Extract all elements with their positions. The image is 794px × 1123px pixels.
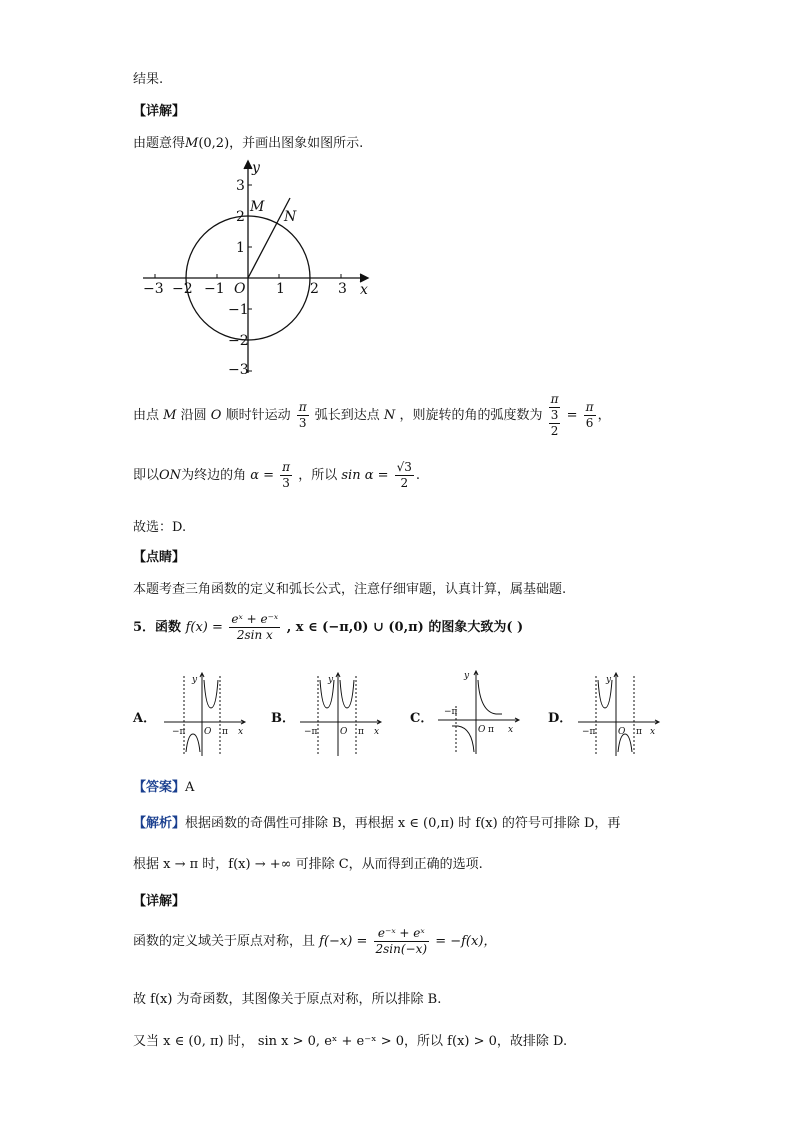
frac-f: $\frac{\text{eˣ + e⁻ˣ}}{\text{2sin x}}$ xyxy=(231,612,279,642)
analysis-line-1: 【解析】根据函数的奇偶性可排除 B，再根据 x ∈ (0,π) 时 f(x) 的符号可排除 D，再 xyxy=(133,816,621,831)
x-axis-label: x xyxy=(360,282,368,298)
svg-text:O: O xyxy=(478,725,486,735)
y-tick-neg3: −3 xyxy=(228,362,249,378)
svg-text:O: O xyxy=(340,727,348,737)
text-summary: 本题考查三角函数的定义和弧长公式，注意仔细审题，认真计算，属基础题. xyxy=(133,582,567,597)
x-tick-3: 3 xyxy=(338,281,347,297)
frac-pi-3: $\frac{\pi}{3}$ xyxy=(298,400,307,430)
svg-text:y: y xyxy=(328,675,334,685)
x-tick-neg2: −2 xyxy=(172,281,193,297)
svg-text:−π: −π xyxy=(304,727,318,737)
heading-detail-2: 【详解】 xyxy=(133,894,186,909)
svg-text:y: y xyxy=(464,671,470,681)
text-m-point: 由题意得M(0,2)，并画出图象如图所示. xyxy=(133,136,364,151)
y-tick-1: 1 xyxy=(236,240,245,256)
y-tick-3: 3 xyxy=(236,178,245,194)
option-a-label[interactable]: A． xyxy=(133,711,157,726)
text-result: 结果. xyxy=(133,72,164,87)
frac-sin: $\frac{√3}{2}$ xyxy=(396,460,412,490)
detail-line-3: 又当 x ∈ (0, π) 时， sin x > 0, eˣ + e⁻ˣ > 0，所以 f(x) > 0，故排除 D. xyxy=(133,1034,568,1049)
detail-line-2: 故 f(x) 为奇函数，其图像关于原点对称，所以排除 B. xyxy=(133,992,442,1007)
frac-alpha: $\frac{\pi}{3}$ xyxy=(282,460,291,490)
svg-text:−π: −π xyxy=(172,727,186,737)
svg-text:y: y xyxy=(606,675,612,685)
heading-detail: 【详解】 xyxy=(133,104,186,119)
circle-figure xyxy=(138,158,378,380)
option-b-graph[interactable] xyxy=(298,672,386,758)
svg-text:O: O xyxy=(204,727,212,737)
svg-text:O: O xyxy=(618,727,626,737)
frac-f-neg: $\frac{\text{e⁻ˣ + eˣ}}{2\sin(-x)}$ xyxy=(375,926,428,956)
svg-text:x: x xyxy=(238,727,244,737)
detail-line-1: 函数的定义域关于原点对称，且 f(−x) = $\frac{\text{e⁻ˣ + eˣ}}{2\sin(-x)}$ = −f(x)， xyxy=(133,926,497,956)
text-rotation: 由点 M 沿圆 O 顺时针运动 $\frac{\pi}{3}$ 弧长到达点 N ，则旋转的角的弧度数为 $\frac{\frac{\pi}{3}}{2}$ = $\frac{\pi}{6}$ ， xyxy=(133,392,611,438)
x-tick-neg3: −3 xyxy=(143,281,164,297)
svg-text:y: y xyxy=(192,675,198,685)
n-label: N xyxy=(284,209,297,225)
y-tick-2: 2 xyxy=(236,209,245,225)
svg-text:π: π xyxy=(222,727,228,737)
question-5: 5．函数 f(x) = $\frac{\text{eˣ + e⁻ˣ}}{\text{2sin x}}$ , x ∈ (−π,0) ∪ (0,π) 的图象大致为( ) xyxy=(133,612,524,642)
svg-text:π: π xyxy=(358,727,364,737)
analysis-line-2: 根据 x → π 时，f(x) → +∞ 可排除 C，从而得到正确的选项. xyxy=(133,857,483,872)
option-b-label[interactable]: B． xyxy=(271,711,295,726)
y-tick-neg2: −2 xyxy=(228,333,249,349)
option-d-label[interactable]: D． xyxy=(548,711,573,726)
heading-comment: 【点睛】 xyxy=(133,550,186,565)
svg-text:−π: −π xyxy=(582,727,596,737)
svg-text:−π: −π xyxy=(444,707,458,717)
svg-text:π: π xyxy=(636,727,642,737)
option-a-graph[interactable] xyxy=(162,672,250,758)
svg-text:x: x xyxy=(374,727,380,737)
y-axis-label: y xyxy=(252,160,260,176)
text-choice-d: 故选：D. xyxy=(133,520,187,535)
text-alpha: 即以ON为终边的角 α = $\frac{\pi}{3}$ ，所以 sin α = $\frac{√3}{2}$ . xyxy=(133,460,421,490)
x-tick-neg1: −1 xyxy=(204,281,225,297)
svg-text:x: x xyxy=(508,725,514,735)
answer-line: 【答案】A xyxy=(133,780,195,795)
origin-label: O xyxy=(234,281,246,297)
x-tick-1: 1 xyxy=(276,281,285,297)
x-tick-2: 2 xyxy=(310,281,319,297)
option-c-label[interactable]: C． xyxy=(410,711,434,726)
m-label: M xyxy=(250,199,265,215)
svg-text:x: x xyxy=(650,727,656,737)
option-d-graph[interactable] xyxy=(576,672,664,758)
frac-pi3-over-2: $\frac{\frac{\pi}{3}}{2}$ xyxy=(550,392,559,438)
svg-text:π: π xyxy=(488,725,494,735)
frac-pi-6: $\frac{\pi}{6}$ xyxy=(585,400,594,430)
option-c-graph[interactable] xyxy=(436,670,524,756)
y-tick-neg1: −1 xyxy=(228,302,249,318)
